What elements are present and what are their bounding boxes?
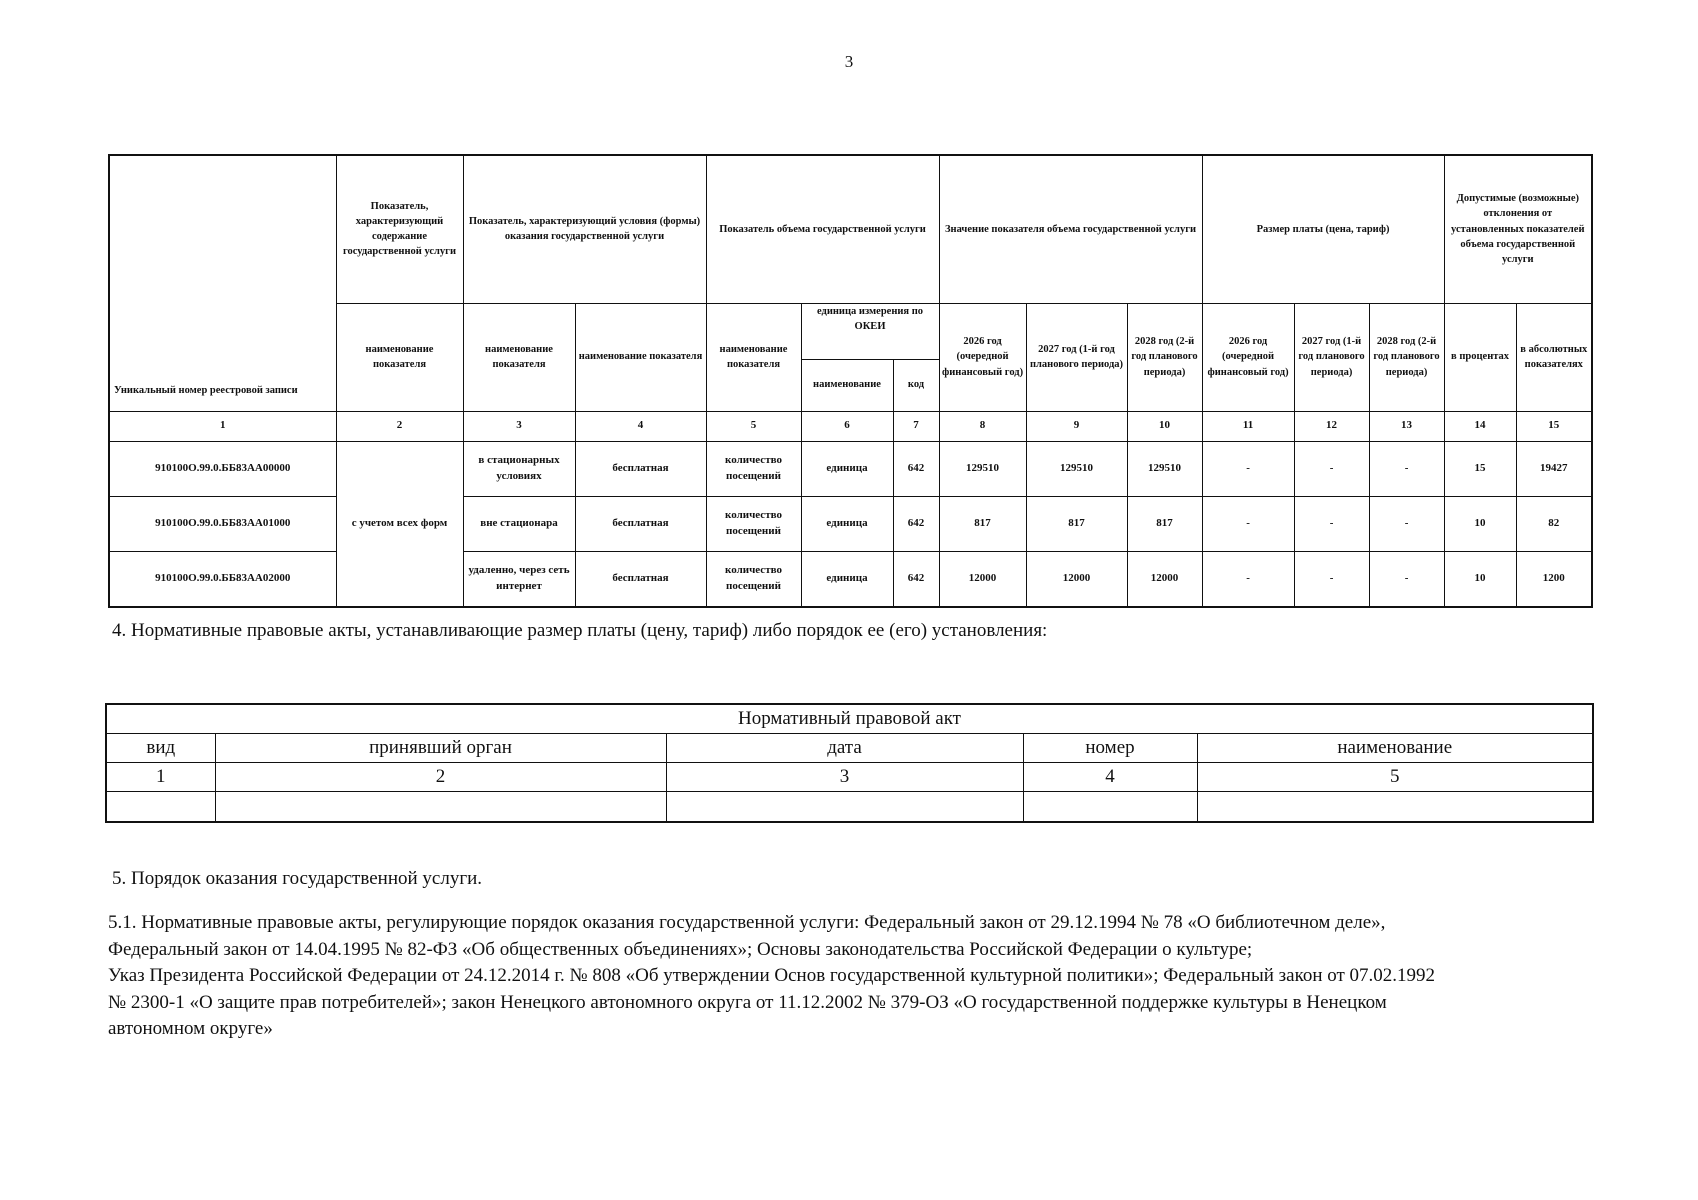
value-2027: 129510 — [1026, 441, 1127, 496]
conditions-indicator-header: Показатель, характеризующий условия (формы) оказания государственной услуги — [463, 155, 706, 303]
col-number: 15 — [1516, 411, 1592, 441]
code: 642 — [893, 496, 939, 551]
indicator: количество посещений — [706, 496, 801, 551]
year-2028-header: 2028 год (2-й год планового периода) — [1127, 303, 1202, 411]
col-number: 7 — [893, 411, 939, 441]
col-number: 4 — [575, 411, 706, 441]
table-row — [109, 551, 1592, 607]
reg-number: 910100О.99.0.ББ83АА00000 — [109, 441, 336, 496]
empty-cell — [106, 792, 215, 822]
form: бесплатная — [575, 496, 706, 551]
deviations-header: Допустимые (возможные) отклонения от установленных показателей объема государственной услуги — [1444, 155, 1592, 303]
unit: единица — [801, 551, 893, 607]
unit: единица — [801, 441, 893, 496]
fee-2026: - — [1202, 441, 1294, 496]
value-2027: 817 — [1026, 496, 1127, 551]
col-number: 8 — [939, 411, 1026, 441]
fee-2026: - — [1202, 551, 1294, 607]
column-header: дата — [666, 734, 1023, 763]
okei-unit-header: единица измерения по ОКЕИ — [801, 303, 939, 359]
indicator-name-header: наименование показателя — [575, 303, 706, 411]
empty-cell — [1197, 792, 1593, 822]
fee-header: Размер платы (цена, тариф) — [1202, 155, 1444, 303]
fee-2028: - — [1369, 496, 1444, 551]
volume-indicator-header: Показатель объема государственной услуги — [706, 155, 939, 303]
okei-code-header: код — [893, 359, 939, 411]
col-number: 9 — [1026, 411, 1127, 441]
legal-acts-table — [105, 703, 1594, 823]
deviation-absolute: 82 — [1516, 496, 1592, 551]
col-number: 12 — [1294, 411, 1369, 441]
deviation-absolute: 19427 — [1516, 441, 1592, 496]
volume-indicators-table — [108, 154, 1593, 608]
table-row — [109, 441, 1592, 496]
col-number: 3 — [463, 411, 575, 441]
column-header: вид — [106, 734, 215, 763]
value-2026: 817 — [939, 496, 1026, 551]
in-percent-header: в процентах — [1444, 303, 1516, 411]
section-5-heading: 5. Порядок оказания государственной услуги. — [112, 868, 483, 889]
year-2027-header: 2027 год (1-й год планового периода) — [1026, 303, 1127, 411]
col-number: 10 — [1127, 411, 1202, 441]
empty-cell — [215, 792, 666, 822]
fee-2027: - — [1294, 496, 1369, 551]
section-5-1-paragraph — [108, 910, 1598, 1043]
col-number: 2 — [215, 763, 666, 792]
legal-act-title: Нормативный правовой акт — [106, 704, 1593, 734]
form: бесплатная — [575, 441, 706, 496]
volume-value-header: Значение показателя объема государственной услуги — [939, 155, 1202, 303]
col-number: 1 — [109, 411, 336, 441]
condition: удаленно, через сеть интернет — [463, 551, 575, 607]
column-header: принявший орган — [215, 734, 666, 763]
indicator: количество посещений — [706, 441, 801, 496]
form: бесплатная — [575, 551, 706, 607]
col-number: 6 — [801, 411, 893, 441]
col-number: 13 — [1369, 411, 1444, 441]
col-number: 5 — [1197, 763, 1593, 792]
indicator-name-header: наименование показателя — [706, 303, 801, 411]
col-number: 14 — [1444, 411, 1516, 441]
column-header: номер — [1023, 734, 1197, 763]
reg-number: 910100О.99.0.ББ83АА01000 — [109, 496, 336, 551]
section-4-heading: 4. Нормативные правовые акты, устанавливающие размер платы (цену, тариф) либо порядок ее (его) установления: — [112, 620, 1048, 641]
paragraph-line: 5.1. Нормативные правовые акты, регулирующие порядок оказания государственной услуги: Федеральный закон от 29.12.1994 № 78 «О библиотечном деле», — [108, 912, 1386, 933]
code: 642 — [893, 551, 939, 607]
fee-2028: - — [1369, 441, 1444, 496]
fee-2026: - — [1202, 496, 1294, 551]
paragraph-line: Указ Президента Российской Федерации от 24.12.2014 г. № 808 «Об утверждении Основ государственной культурной политики»; Федеральный закон от 07.02.1992 — [108, 965, 1436, 986]
col-number: 2 — [336, 411, 463, 441]
year-2026-header: 2026 год (очередной финансовый год) — [939, 303, 1026, 411]
value-2027: 12000 — [1026, 551, 1127, 607]
condition: вне стационара — [463, 496, 575, 551]
page-number: 3 — [844, 52, 854, 71]
column-header: наименование — [1197, 734, 1593, 763]
value-2028: 12000 — [1127, 551, 1202, 607]
year-2028-header: 2028 год (2-й год планового периода) — [1369, 303, 1444, 411]
fee-2027: - — [1294, 441, 1369, 496]
deviation-absolute: 1200 — [1516, 551, 1592, 607]
year-2027-header: 2027 год (1-й год планового периода) — [1294, 303, 1369, 411]
content-indicator-header: Показатель, характеризующий содержание государственной услуги — [336, 155, 463, 303]
reg-number: 910100О.99.0.ББ83АА02000 — [109, 551, 336, 607]
fee-2028: - — [1369, 551, 1444, 607]
unit: единица — [801, 496, 893, 551]
indicator: количество посещений — [706, 551, 801, 607]
col-number: 4 — [1023, 763, 1197, 792]
paragraph-line: Федеральный закон от 14.04.1995 № 82-ФЗ «Об общественных объединениях»; Основы законодательства Российской Федерации о культуре; — [108, 938, 1253, 960]
deviation-percent: 10 — [1444, 551, 1516, 607]
fee-2027: - — [1294, 551, 1369, 607]
indicator-name-header: наименование показателя — [336, 303, 463, 411]
content-all-forms: с учетом всех форм — [336, 441, 463, 607]
empty-cell — [666, 792, 1023, 822]
indicator-name-header: наименование показателя — [463, 303, 575, 411]
col-number: 3 — [666, 763, 1023, 792]
empty-cell — [1023, 792, 1197, 822]
value-2028: 129510 — [1127, 441, 1202, 496]
okei-name-header: наименование — [801, 359, 893, 411]
deviation-percent: 10 — [1444, 496, 1516, 551]
paragraph-line: автономном округе» — [108, 1018, 273, 1039]
col-number: 1 — [106, 763, 215, 792]
table-row — [109, 496, 1592, 551]
value-2028: 817 — [1127, 496, 1202, 551]
col-number: 5 — [706, 411, 801, 441]
year-2026-header: 2026 год (очередной финансовый год) — [1202, 303, 1294, 411]
code: 642 — [893, 441, 939, 496]
col-number: 11 — [1202, 411, 1294, 441]
in-absolute-header: в абсолютных показателях — [1516, 303, 1592, 411]
value-2026: 12000 — [939, 551, 1026, 607]
paragraph-line: № 2300-1 «О защите прав потребителей»; закон Ненецкого автономного округа от 11.12.2002 № 379-ОЗ «О государственной поддержке культуры в Ненецком — [108, 991, 1387, 1013]
deviation-percent: 15 — [1444, 441, 1516, 496]
condition: в стационарных условиях — [463, 441, 575, 496]
reg-number-header: Уникальный номер реестровой записи — [109, 155, 336, 411]
value-2026: 129510 — [939, 441, 1026, 496]
